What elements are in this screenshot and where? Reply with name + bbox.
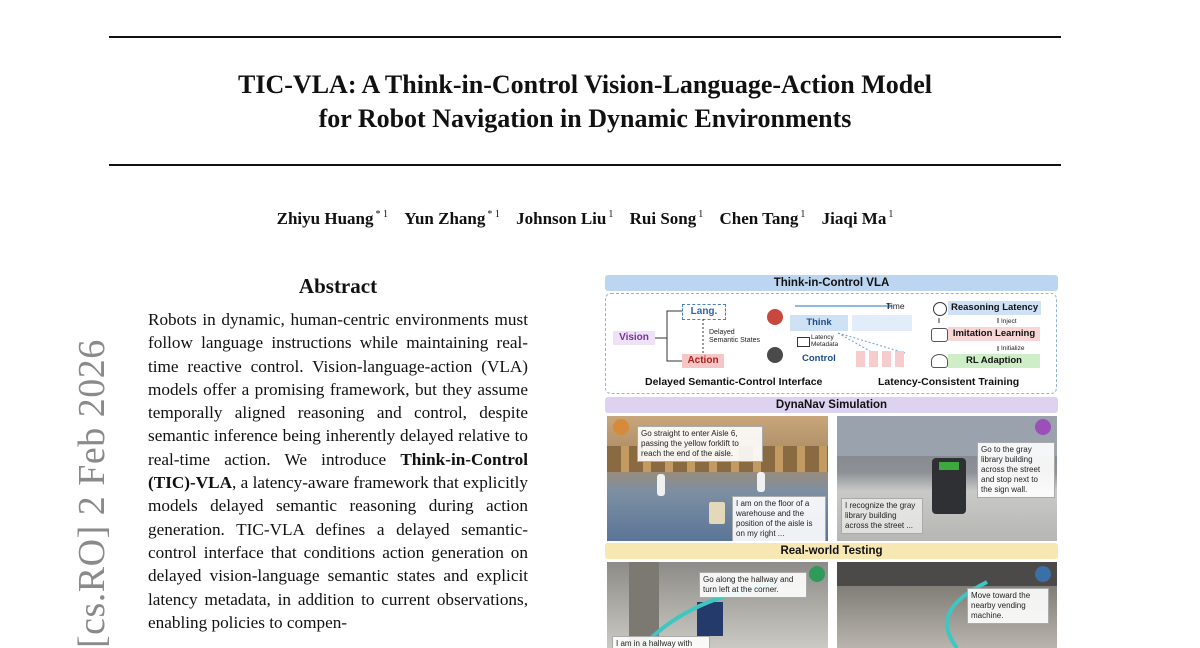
reasoning-latency-box: Reasoning Latency: [948, 301, 1041, 315]
bottom-rule: [109, 164, 1061, 166]
author[interactable]: Yun Zhang $^{* 1}$: [404, 209, 500, 228]
real-courtyard-image: [837, 562, 1057, 648]
think-block-extension: [852, 315, 912, 331]
author[interactable]: Rui Song $^1$: [629, 209, 704, 228]
robot-avatar-icon: [1035, 566, 1051, 582]
imitation-icon: [931, 328, 948, 342]
author[interactable]: Zhiyu Huang $^{* 1}$: [276, 209, 388, 228]
rl-adaption-box: RL Adaption: [948, 354, 1040, 368]
real-left-thinking: I am in a hallway with: [612, 636, 710, 648]
abstract-heading: Abstract: [298, 274, 378, 298]
real-right-instruction: Move toward the nearby vending machine.: [967, 588, 1049, 624]
think-block: Think: [790, 315, 848, 331]
envelope-icon: [797, 337, 810, 347]
author[interactable]: Johnson Liu $^1$: [516, 209, 614, 228]
author[interactable]: Jiaqi Ma $^1$: [821, 209, 894, 228]
lang-box: Lang.: [682, 304, 726, 320]
sim-left-thinking: I am on the floor of a warehouse and the position of the aisle is on my right ...: [732, 496, 826, 541]
imitation-learning-box: Imitation Learning: [948, 327, 1040, 341]
latency-metadata-label: Latency Metadata: [811, 334, 839, 348]
initialize-label: Initialize: [1001, 345, 1025, 352]
sim-street-image: [837, 416, 1057, 541]
author-list: [109, 209, 1061, 229]
time-label: Time: [886, 301, 905, 311]
sim-right-instruction: Go to the gray library building across the street and stop next to the sign wall.: [977, 442, 1055, 498]
band-real-world-testing: Real-world Testing: [605, 543, 1058, 559]
rl-agents-icon: [931, 354, 948, 368]
abstract-text: Robots in dynamic, human-centric environments must follow language instructions while maintaining real-time reactive control. Vision-language-action (VLA) models offer a promising framework, but they assume temporally aligned reasoning and control, despite semantic inference being inherently delayed relative to real-time action. We introduce Think-in-Control (TIC)-VLA, a latency-aware framework that explicitly models delayed semantic reasoning during action generation. TIC-VLA defines a delayed semantic-control interface that conditions action generation on delayed vision-language semantic states and explicit latency metadata, in addition to current observations, enabling policies to compen-: [148, 310, 528, 632]
inject-label: Inject: [1001, 318, 1017, 325]
band-think-in-control: Think-in-Control VLA: [605, 275, 1058, 291]
caption-left: Delayed Semantic-Control Interface: [645, 376, 823, 388]
sim-left-instruction: Go straight to enter Aisle 6, passing the yellow forklift to reach the end of the aisle.: [637, 426, 763, 462]
paper-title: [109, 68, 1061, 136]
title-line-2: for Robot Navigation in Dynamic Environments: [318, 104, 852, 133]
robot-avatar-icon: [1035, 419, 1051, 435]
brain-icon: [767, 347, 783, 363]
sim-right-thinking: I recognize the gray library building across the street ...: [841, 498, 923, 534]
teaser-figure: [605, 275, 1060, 648]
stopwatch-icon: [933, 302, 947, 316]
vision-box: Vision: [613, 331, 655, 345]
robot-avatar-icon: [809, 566, 825, 582]
control-bars: [852, 349, 912, 367]
brain-icon: [767, 309, 783, 325]
delayed-states-label: Delayed Semantic States: [709, 329, 760, 344]
real-left-instruction: Go along the hallway and turn left at the corner.: [699, 572, 807, 598]
author[interactable]: Chen Tang $^1$: [719, 209, 806, 228]
arxiv-stamp: [cs.RO] 2 Feb 2026: [71, 339, 113, 648]
caption-right: Latency-Consistent Training: [878, 376, 1020, 388]
band-dynanav-simulation: DynaNav Simulation: [605, 397, 1058, 413]
title-line-1: TIC-VLA: A Think-in-Control Vision-Language-Action Model: [238, 70, 932, 99]
control-label: Control: [802, 353, 836, 364]
real-hallway-image: [607, 562, 828, 648]
robot-avatar-icon: [613, 419, 629, 435]
top-rule: [109, 36, 1061, 38]
action-box: Action: [682, 354, 724, 368]
framework-name: Think-in-Control (TIC)-VLA: [148, 449, 528, 493]
sim-warehouse-image: [607, 416, 828, 541]
